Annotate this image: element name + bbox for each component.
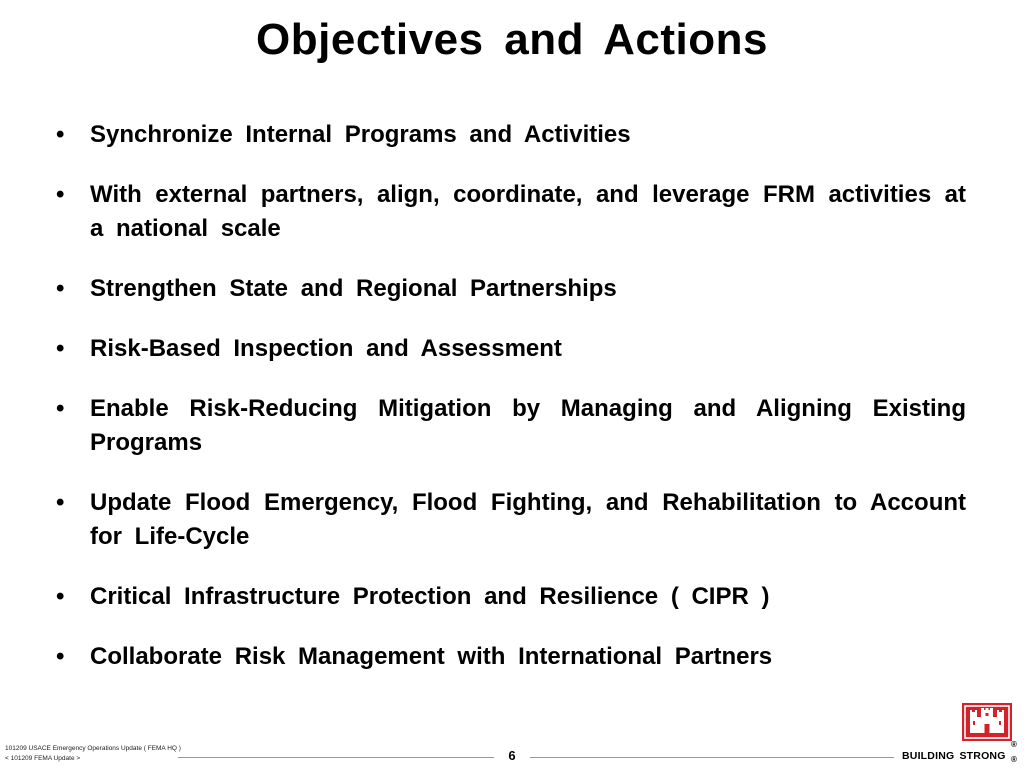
bullet-list: [56, 118, 966, 700]
bullet-dot: •: [56, 489, 65, 516]
page-number: 6: [508, 748, 516, 763]
bullet-text: Enable Risk-Reducing Mitigation by Managing and Aligning Existing Programs: [90, 395, 966, 456]
bullet-item: [56, 640, 966, 674]
bullet-text: Update Flood Emergency, Flood Fighting, and Rehabilitation to Account for Life-Cycle: [90, 489, 966, 550]
bullet-dot: •: [56, 583, 65, 610]
usace-castle-logo-icon: [962, 703, 1012, 741]
bullet-item: [56, 118, 966, 152]
footer-divider-right: [530, 757, 894, 758]
footer-caption-line1: 101209 USACE Emergency Operations Update ( FEMA HQ ): [5, 745, 181, 752]
brand-tagline: BUILDING STRONG: [902, 750, 1006, 762]
bullet-dot: •: [56, 643, 65, 670]
bullet-dot: •: [56, 275, 65, 302]
bullet-item: [56, 272, 966, 306]
bullet-dot: •: [56, 395, 65, 422]
bullet-item: [56, 392, 966, 460]
bullet-dot: •: [56, 181, 65, 208]
bullet-dot: •: [56, 335, 65, 362]
bullet-item: [56, 486, 966, 554]
bullet-text: Strengthen State and Regional Partnerships: [90, 275, 617, 302]
bullet-text: Synchronize Internal Programs and Activities: [90, 121, 631, 148]
bullet-text: Collaborate Risk Management with International Partners: [90, 643, 773, 670]
bullet-text: Critical Infrastructure Protection and Resilience ( CIPR ): [90, 583, 770, 610]
bullet-dot: •: [56, 121, 65, 148]
bullet-item: [56, 178, 966, 246]
bullet-item: [56, 580, 966, 614]
footer-caption: [5, 744, 181, 764]
bullet-text: Risk-Based Inspection and Assessment: [90, 335, 562, 362]
registered-mark: ®: [1011, 755, 1017, 764]
bullet-text: With external partners, align, coordinate, and leverage FRM activities at a national scale: [90, 181, 966, 242]
bullet-item: [56, 332, 966, 366]
slide-title: Objectives and Actions: [256, 15, 768, 64]
footer-caption-line2: < 101209 FEMA Update >: [5, 755, 81, 762]
registered-mark: ®: [1011, 740, 1017, 749]
footer-divider-left: [178, 757, 494, 758]
